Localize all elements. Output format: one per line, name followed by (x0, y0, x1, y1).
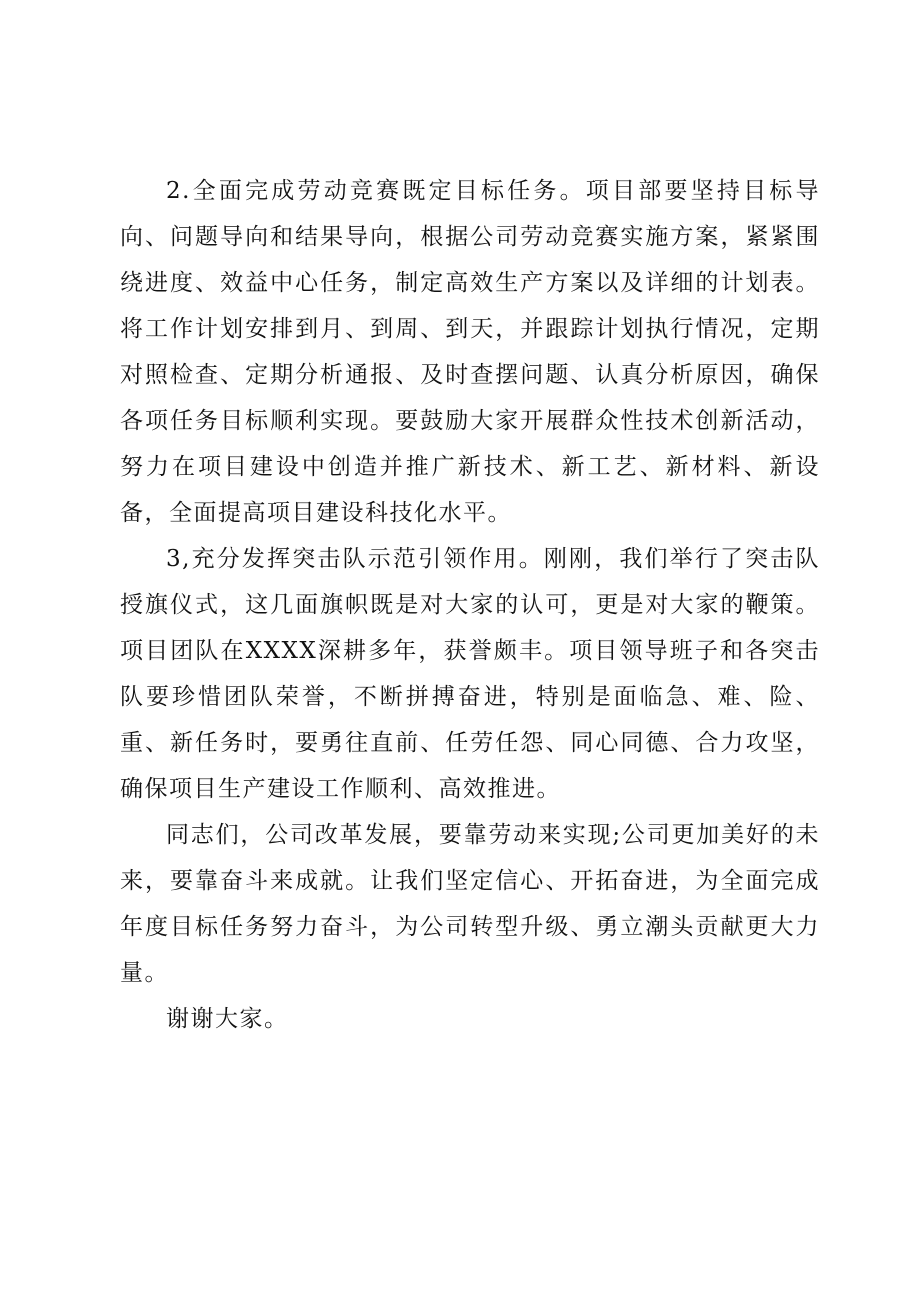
paragraph-commando-team: 3,充分发挥突击队示范引领作用。刚刚，我们举行了突击队授旗仪式，这几面旗帜既是对大家的认可，更是对大家的鞭策。项目团队在XXXX深耕多年，获誉颇丰。项目领导班子和各突击队要珍惜团队荣誉，不断拼搏奋进，特别是面临急、难、险、重、新任务时，要勇往直前、任劳任怨、同心同德、合力攻坚，确保项目生产建设工作顺利、高效推进。 (120, 546, 820, 802)
paragraph-task-goals: 2.全面完成劳动竞赛既定目标任务。项目部要坚持目标导向、问题导向和结果导向，根据公司劳动竞赛实施方案，紧紧围绕进度、效益中心任务，制定高效生产方案以及详细的计划表。将工作计划安排到月、到周、到天，并跟踪计划执行情况，定期对照检查、定期分析通报、及时查摆问题、认真分析原因，确保各项任务目标顺利实现。要鼓励大家开展群众性技术创新活动，努力在项目建设中创造并推广新技术、新工艺、新材料、新设备，全面提高项目建设科技化水平。 (120, 178, 820, 526)
paragraph-thanks: 谢谢大家。 (166, 1006, 289, 1032)
paragraph-closing-call: 同志们，公司改革发展，要靠劳动来实现;公司更加美好的未来，要靠奋斗来成就。让我们坚定信心、开拓奋进，为全面完成年度目标任务努力奋斗，为公司转型升级、勇立潮头贡献更大力量。 (120, 822, 820, 986)
document-body (120, 168, 820, 1042)
